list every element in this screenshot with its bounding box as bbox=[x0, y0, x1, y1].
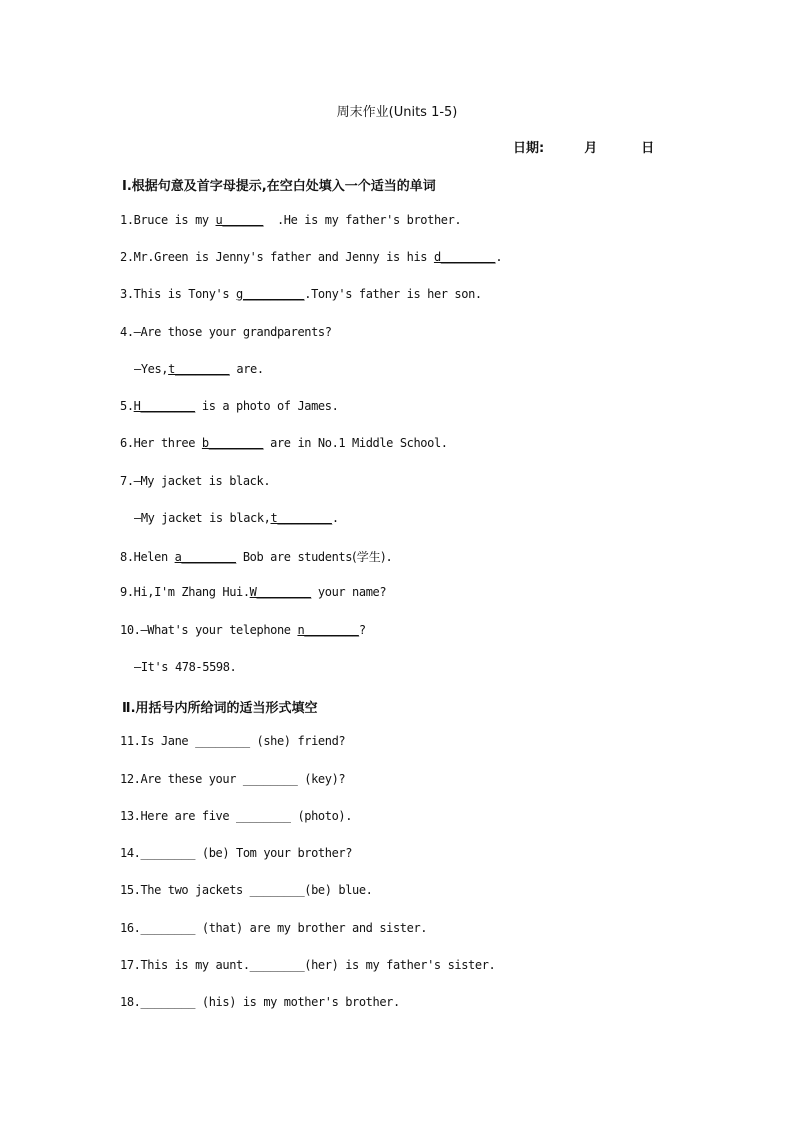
question-4-reply bbox=[134, 362, 264, 376]
answer-blank: b________ bbox=[201, 436, 264, 450]
question-9 bbox=[120, 585, 386, 599]
question-7-reply bbox=[134, 511, 339, 525]
question-text: your name? bbox=[311, 585, 387, 599]
date-line bbox=[513, 137, 654, 156]
answer-blank: H________ bbox=[133, 399, 196, 413]
question-text: —My jacket is black, bbox=[134, 511, 271, 525]
question-text: —Yes, bbox=[134, 362, 169, 376]
question-text: Bob are students bbox=[236, 550, 353, 564]
question-11: 11.Is Jane ________ (she) friend? bbox=[120, 734, 346, 748]
section-2-heading: Ⅱ.用括号内所给词的适当形式填空 bbox=[122, 701, 318, 716]
question-10 bbox=[120, 623, 366, 637]
question-7 bbox=[120, 474, 270, 488]
question-12: 12.Are these your ________ (key)? bbox=[120, 772, 346, 786]
chinese-gloss: (学生) bbox=[352, 550, 386, 564]
question-text: —It's 478-5598. bbox=[134, 660, 237, 674]
question-text: 3.This is Tony's bbox=[120, 287, 237, 301]
date-label: 日期: bbox=[513, 141, 545, 156]
question-14: 14.________ (be) Tom your brother? bbox=[120, 846, 353, 860]
question-17: 17.This is my aunt.________(her) is my father's sister. bbox=[120, 958, 496, 972]
question-13: 13.Here are five ________ (photo). bbox=[120, 809, 353, 823]
question-text: 2.Mr.Green is Jenny's father and Jenny is his bbox=[120, 250, 434, 264]
page-title: 周末作业(Units 1-5) bbox=[336, 105, 458, 120]
question-text: are in No.1 Middle School. bbox=[263, 436, 448, 450]
answer-blank: W________ bbox=[249, 585, 312, 599]
question-text: 9.Hi,I'm Zhang Hui. bbox=[120, 585, 250, 599]
question-text: 10.—What's your telephone bbox=[120, 623, 298, 637]
date-day-label: 日 bbox=[641, 141, 655, 156]
question-2 bbox=[120, 250, 502, 264]
question-text: . bbox=[331, 511, 339, 525]
question-18: 18.________ (his) is my mother's brother. bbox=[120, 995, 400, 1009]
question-3 bbox=[120, 287, 482, 301]
question-4 bbox=[120, 325, 332, 339]
answer-blank: a________ bbox=[174, 550, 237, 564]
question-text: . bbox=[495, 250, 503, 264]
answer-blank: d________ bbox=[433, 250, 496, 264]
question-text: .Tony's father is her son. bbox=[304, 287, 482, 301]
section-1-heading: Ⅰ.根据句意及首字母提示,在空白处填入一个适当的单词 bbox=[122, 179, 436, 194]
question-8 bbox=[120, 548, 392, 565]
question-6 bbox=[120, 436, 448, 450]
date-month-label: 月 bbox=[584, 141, 598, 156]
question-16: 16.________ (that) are my brother and sister. bbox=[120, 921, 428, 935]
answer-blank: t________ bbox=[270, 511, 332, 525]
answer-blank: n________ bbox=[297, 623, 359, 637]
question-text: 1.Bruce is my bbox=[120, 213, 216, 227]
question-text: 7.—My jacket is black. bbox=[120, 474, 271, 488]
answer-blank: t________ bbox=[168, 362, 230, 376]
answer-blank: g_________ bbox=[236, 287, 305, 301]
question-text: 8.Helen bbox=[120, 550, 175, 564]
answer-blank: u______ bbox=[215, 213, 264, 227]
question-text: 6.Her three bbox=[120, 436, 202, 450]
question-text: . bbox=[385, 550, 393, 564]
question-15: 15.The two jackets ________(be) blue. bbox=[120, 883, 373, 897]
question-text: .He is my father's brother. bbox=[263, 213, 462, 227]
question-text: ? bbox=[358, 623, 366, 637]
question-1 bbox=[120, 213, 461, 227]
question-text: are. bbox=[229, 362, 264, 376]
question-text: 5. bbox=[120, 399, 134, 413]
question-5 bbox=[120, 399, 338, 413]
question-text: 4.—Are those your grandparents? bbox=[120, 325, 332, 339]
question-10-reply bbox=[134, 660, 236, 674]
question-text: is a photo of James. bbox=[195, 399, 339, 413]
